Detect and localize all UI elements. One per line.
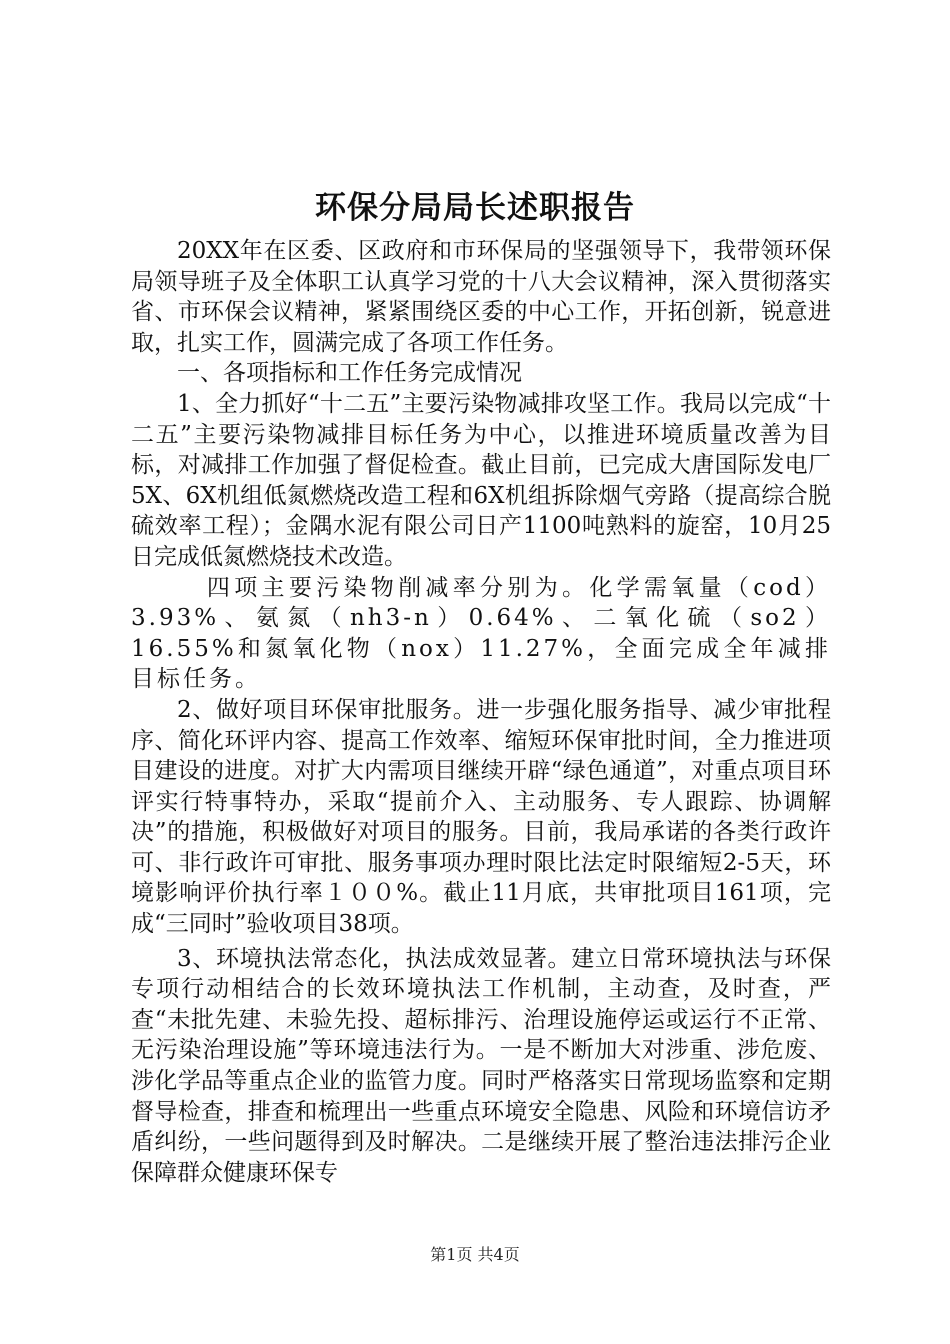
paragraph-item-3: 3、环境执法常态化，执法成效显著。建立日常环境执法与环保专项行动相结合的长效环境执法工作机制，主动查，及时查，严查“未批先建、未验先投、超标排污、治理设施停运或运行不正常、无污染治理设施”等环境违法行为。一是不断加大对涉重、涉危废、涉化学品等重点企业的监管力度。同时严格落实日常现场监察和定期督导检查，排查和梳理出一些重点环境安全隐患、风险和环境信访矛盾纠纷，一些问题得到及时解决。二是继续开展了整治违法排污企业保障群众健康环保专 (131, 945, 831, 1186)
paragraph-reduction-rates: 四项主要污染物削减率分别为。化学需氧量（cod）3.93%、氨氮（nh3-n）0.64%、二氧化硫（so2）16.55%和氮氧化物（nox）11.27%，全面完成全年减排目标任务。 (131, 574, 831, 693)
document-body (131, 236, 831, 1188)
section-heading-1: 一、各项指标和工作任务完成情况 (177, 360, 522, 387)
paragraph-item-2: 2、做好项目环保审批服务。进一步强化服务指导、减少审批程序、简化环评内容、提高工作效率、缩短环保审批时间，全力推进项目建设的进度。对扩大内需项目继续开辟“绿色通道”，对重点项目环评实行特事特办，采取“提前介入、主动服务、专人跟踪、协调解决”的措施，积极做好对项目的服务。目前，我局承诺的各类行政许可、非行政许可审批、服务事项办理时限比法定时限缩短2-5天，环境影响评价执行率１００%。截止11月底，共审批项目161项，完成“三同时”验收项目38项。 (131, 696, 831, 938)
paragraph-intro: 20XX年在区委、区政府和市环保局的坚强领导下，我带领环保局领导班子及全体职工认真学习党的十八大会议精神，深入贯彻落实省、市环保会议精神，紧紧围绕区委的中心工作，开拓创新，锐意进取，扎实工作，圆满完成了各项工作任务。 (131, 238, 831, 356)
document-title: 环保分局局长述职报告 (315, 190, 635, 226)
paragraph-item-1: 1、全力抓好“十二五”主要污染物减排攻坚工作。我局以完成“十二五”主要污染物减排目标任务为中心，以推进环境质量改善为目标，对减排工作加强了督促检查。截止目前，已完成大唐国际发电厂5X、6X机组低氮燃烧改造工程和6X机组拆除烟气旁路（提高综合脱硫效率工程）；金隅水泥有限公司日产1100吨熟料的旋窑，10月25日完成低氮燃烧技术改造。 (131, 390, 831, 570)
page-footer: 第1页 共4页 (430, 1245, 520, 1264)
